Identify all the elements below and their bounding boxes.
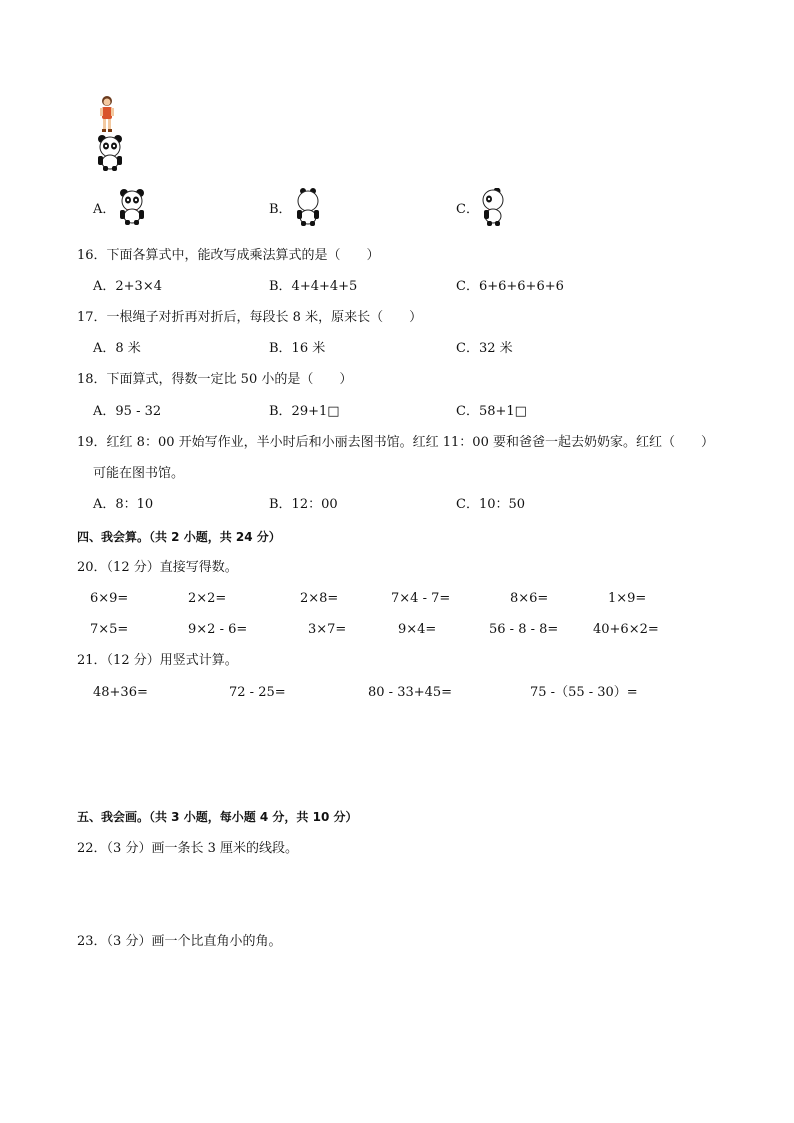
question-18-option-b[interactable]: B．29+1□ [269, 404, 340, 419]
question-17-option-b[interactable]: B．16 米 [269, 341, 326, 356]
panda-front-icon [96, 135, 124, 171]
option-c-label: C． [456, 202, 479, 217]
question-19-option-a[interactable]: A．8：10 [93, 497, 154, 512]
q20-problem: 2×2= [188, 591, 227, 606]
q20-problem: 1×9= [608, 591, 647, 606]
q20-problem: 7×5= [90, 622, 129, 637]
q20-problem: 2×8= [300, 591, 339, 606]
question-18-option-a[interactable]: A．95 - 32 [93, 404, 162, 419]
option-a-label: A． [93, 202, 116, 217]
question-22-stem: 22．（3 分）画一条长 3 厘米的线段。 [77, 841, 298, 856]
question-16-option-a[interactable]: A．2+3×4 [93, 279, 162, 294]
q20-problem: 9×2 - 6= [188, 622, 248, 637]
panda-option-a-icon[interactable] [118, 189, 146, 225]
question-17-option-c[interactable]: C．32 米 [456, 341, 513, 356]
question-19-stem-line1: 19．红红 8：00 开始写作业，半小时后和小丽去图书馆。红红 11：00 要和爸爸一起去奶奶家。红红（ ） [77, 435, 714, 450]
q20-problem: 56 - 8 - 8= [489, 622, 559, 637]
question-16-option-c[interactable]: C．6+6+6+6+6 [456, 279, 564, 294]
q20-problem: 3×7= [308, 622, 347, 637]
section-4-title: 四、我会算。（共 2 小题，共 24 分） [77, 530, 281, 544]
question-17-stem: 17．一根绳子对折再对折后，每段长 8 米，原来长（ ） [77, 310, 423, 325]
panda-option-b-icon[interactable] [294, 188, 322, 226]
girl-figure [97, 95, 117, 135]
q20-problem: 7×4 - 7= [391, 591, 451, 606]
question-23-stem: 23．（3 分）画一个比直角小的角。 [77, 934, 282, 949]
q20-problem: 6×9= [90, 591, 129, 606]
question-17-option-a[interactable]: A．8 米 [93, 341, 141, 356]
question-19-option-c[interactable]: C．10：50 [456, 497, 526, 512]
q21-problem: 75 -（55 - 30）= [530, 685, 638, 700]
question-16-option-b[interactable]: B．4+4+4+5 [269, 279, 358, 294]
question-20-stem: 20．（12 分）直接写得数。 [77, 560, 238, 575]
section-5-title: 五、我会画。（共 3 小题，每小题 4 分，共 10 分） [77, 810, 358, 824]
question-16-stem: 16．下面各算式中，能改写成乘法算式的是（ ） [77, 248, 380, 263]
question-18-option-c[interactable]: C．58+1□ [456, 404, 527, 419]
question-19-option-b[interactable]: B．12：00 [269, 497, 338, 512]
q21-problem: 72 - 25= [229, 685, 286, 700]
q21-problem: 48+36= [93, 685, 148, 700]
panda-option-c-icon[interactable] [480, 188, 506, 226]
question-21-stem: 21．（12 分）用竖式计算。 [77, 653, 238, 668]
q21-problem: 80 - 33+45= [368, 685, 453, 700]
question-19-stem-line2: 可能在图书馆。 [93, 466, 185, 481]
option-b-label: B． [269, 202, 292, 217]
question-18-stem: 18．下面算式，得数一定比 50 小的是（ ） [77, 372, 353, 387]
q20-problem: 8×6= [510, 591, 549, 606]
q20-problem: 40+6×2= [593, 622, 659, 637]
q20-problem: 9×4= [398, 622, 437, 637]
